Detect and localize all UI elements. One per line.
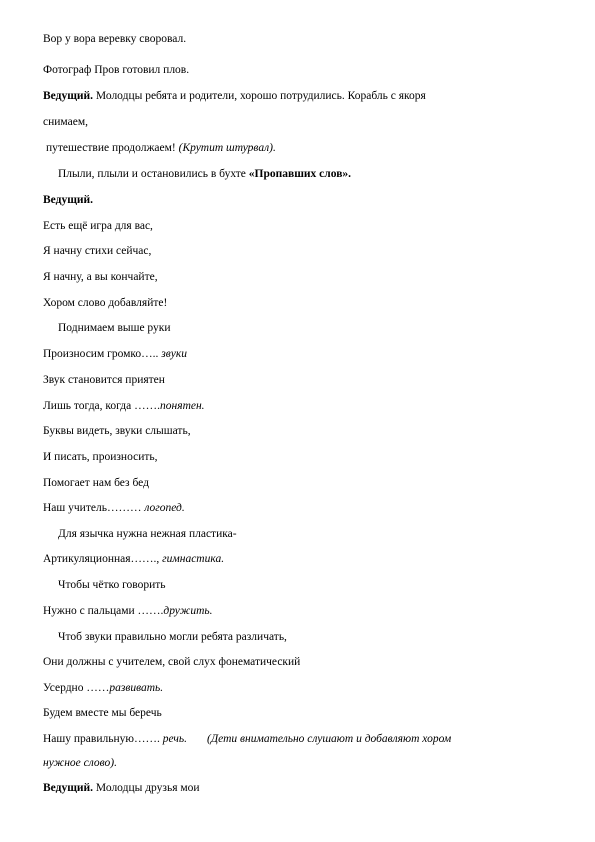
line-text: Звук становится приятен [43,374,165,386]
line-text: Лишь тогда, когда ……. [43,400,161,412]
answer-word: логопед. [144,502,185,514]
speaker-label: Ведущий. [43,782,94,794]
text-line [43,115,88,129]
text-line [43,244,151,258]
text-line [58,578,166,592]
text-line [58,630,287,644]
text-line [43,63,189,77]
speaker-label: Ведущий. [43,194,94,206]
text-line [43,706,162,720]
text-line [43,193,93,207]
line-text: Нужно с пальцами ……. [43,605,164,617]
answer-word: звуки [161,348,187,360]
line-text: Они должны с учителем, свой слух фонематический [43,656,301,668]
text-line [43,732,451,746]
line-text: Для язычка нужна нежная пластика- [58,528,237,540]
bay-name: «Пропавших слов». [248,168,352,180]
text-line [43,681,163,695]
text-line [58,527,237,541]
line-text: Помогает нам без бед [43,477,149,489]
text-line [43,373,165,387]
text-line [43,347,187,361]
text-line [43,604,213,618]
text-line [43,781,200,795]
line-text: Вор у вора веревку своровал. [43,33,187,45]
stage-direction: (Крутит штурвал). [178,142,276,154]
text-line [43,399,205,413]
line-text: Усердно …… [43,682,110,694]
answer-word: речь. [162,733,188,745]
line-text: Я начну стихи сейчас, [43,245,152,257]
line-text: Поднимаем выше руки [58,322,171,334]
line-text: путешествие продолжаем! [46,142,179,154]
text-line [46,141,276,155]
text-line [43,296,167,310]
stage-direction: (Дети внимательно слушают и добавляют хором [207,733,452,745]
text-line [43,501,185,515]
answer-word: развивать. [109,682,164,694]
text-line [58,167,351,181]
answer-word: дружить. [163,605,213,617]
text-line [43,270,158,284]
text-line [43,450,158,464]
line-text: Молодцы друзья мои [93,782,200,794]
line-text: Нашу правильную……. [43,733,163,745]
text-line [43,32,186,46]
line-text: Я начну, а вы кончайте, [43,271,158,283]
line-text: И писать, произносить, [43,451,158,463]
answer-word: понятен. [160,400,205,412]
line-text: Произносим громко….. [43,348,162,360]
line-text: Хором слово добавляйте! [43,297,168,309]
text-line [43,552,224,566]
line-text: Чтоб звуки правильно могли ребята различать, [58,631,287,643]
line-text: Плыли, плыли и остановились в бухте [58,168,249,180]
text-line [43,424,191,438]
line-text: снимаем, [43,116,88,128]
text-line [43,655,300,669]
line-text: Чтобы чётко говорить [58,579,166,591]
line-text: Буквы видеть, звуки слышать, [43,425,191,437]
speaker-label: Ведущий. [43,90,94,102]
text-line [58,321,171,335]
line-text: Артикуляционная……., [43,553,163,565]
text-line [43,219,153,233]
answer-word: гимнастика. [162,553,225,565]
line-text: Будем вместе мы беречь [43,707,162,719]
line-text: Есть ещё игра для вас, [43,220,153,232]
text-line [43,89,426,103]
text-line [43,756,117,770]
text-line [43,476,149,490]
line-text: Наш учитель……… [43,502,145,514]
line-text: Молодцы ребята и родители, хорошо потрудились. Корабль с якоря [93,90,426,102]
stage-direction: нужное слово). [43,757,117,769]
line-text: Фотограф Пров готовил плов. [43,64,190,76]
